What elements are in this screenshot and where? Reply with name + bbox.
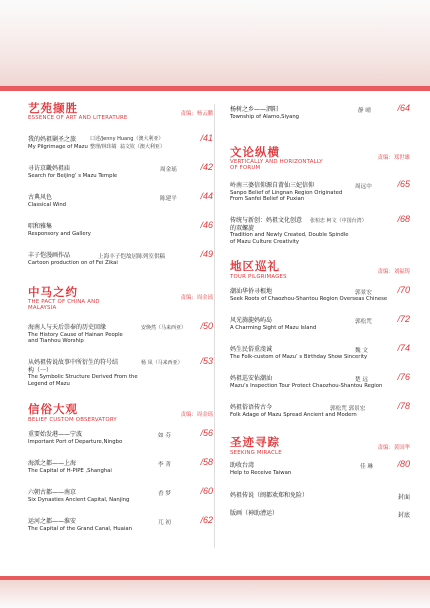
entry-author: 楚 远 (355, 377, 368, 383)
toc-entry[interactable] (230, 103, 410, 128)
entry-page: /58 (200, 457, 213, 467)
entry-author: 上海丰子恺故居陈列室供稿 (98, 254, 166, 260)
section-subtitle-en: ESSENCE OF ART AND LITERATURE (28, 115, 128, 121)
entry-page: /65 (397, 179, 410, 189)
entry-title: 潮汕华侨寻根地 (230, 288, 273, 295)
toc-entry[interactable] (230, 343, 410, 368)
toc-entry[interactable] (230, 459, 410, 484)
entry-title: 风光旖旎妈屿岛 (230, 317, 273, 324)
entry-author: 兀 初 (158, 520, 171, 526)
toc-entry[interactable] (230, 214, 410, 251)
section-editor: 责编：周金瑶 (180, 412, 213, 418)
entry-subtitle: Search for Beijing’ s Mazu Temple (28, 172, 118, 179)
entry-title: 助收台湾 (230, 462, 255, 469)
section-subtitle-en: THE PACT OF CHINA AND MALAYSIA (28, 299, 100, 312)
entry-author: 香 梦 (158, 491, 171, 497)
entry-page: /70 (397, 285, 410, 295)
entry-subtitle: Sanpo Belief of Lingnan Region Originated From Sanfei Belief of Puxian (230, 189, 343, 203)
section-art-literature (28, 100, 213, 274)
entry-subtitle: Help to Receive Taiwan (230, 469, 292, 476)
cover-title: 版画（神助漕运） (230, 510, 279, 517)
entry-title: 唱和雅集 (28, 223, 53, 230)
entry-title: 杨树之乡——泗阳 (230, 106, 279, 113)
entry-author: 如 芬 (158, 433, 171, 439)
entry-page: /60 (200, 486, 213, 496)
entry-author: 周远中 (355, 184, 372, 190)
toc-entry[interactable] (28, 133, 213, 158)
entry-subtitle: Important Port of Departure,Ningbo (28, 438, 123, 445)
entry-author: 郭景宏 (355, 290, 372, 296)
entry-author: 佳 琳 (360, 464, 373, 470)
entry-author: 安焕然（马来西亚） (141, 325, 187, 331)
entry-title: 寻访京畿妈祖庙 (28, 165, 71, 172)
entry-subtitle: A Charming Sight of Mazu Island (230, 324, 317, 331)
entry-title: 丰子恺漫画作品 (28, 252, 71, 259)
cover-position: 封面 (397, 494, 410, 501)
entry-subtitle: Classical Wind (28, 201, 67, 208)
toc-entry[interactable] (28, 321, 213, 352)
toc-entry[interactable] (28, 428, 213, 453)
toc-entry[interactable] (28, 486, 213, 511)
entry-author: 李 菁 (158, 462, 171, 468)
entry-subtitle: The Symbolic Structure Derived From the Legend of Mazu (28, 374, 138, 387)
entry-title: 从妈祖传说故事中所衍生的符号结构（一） (28, 359, 119, 374)
toc-entry[interactable] (28, 515, 213, 540)
entry-title: 运河之都——淮安 (28, 518, 77, 525)
entry-subtitle: Mazu’s Inspection Tour Protect Chaozhou-Shantou Region (230, 382, 383, 389)
toc-entry[interactable] (230, 314, 410, 339)
entry-subtitle: The Folk-custom of Mazu’ s Birthday Show Sincerity (230, 353, 368, 360)
entry-author: 杨 凤（马来西亚） (141, 360, 183, 366)
entry-title: 古典风色 (28, 194, 53, 201)
section-title: 艺苑撷胜 (28, 101, 78, 115)
entry-title: 妈祖巡安佑潮汕 (230, 375, 273, 382)
entry-title: 六朝古都——南京 (28, 489, 77, 496)
section-title: 地区巡礼 (230, 259, 280, 273)
entry-subtitle: Cartoon production on of Fei Zikai (28, 259, 118, 266)
section-title: 中马之约 (28, 285, 78, 299)
entry-page: /56 (200, 428, 213, 438)
entry-subtitle: The Capital of H-PIPE ,Shanghai (28, 467, 112, 474)
toc-entry[interactable] (28, 220, 213, 245)
entry-subtitle: Six Dynasties Ancient Capital, Nanjing (28, 496, 130, 503)
entry-title: 我的妈祖剿圣之旅 (28, 136, 77, 143)
entry-page: /50 (200, 321, 213, 331)
entry-title: 妈祖俗语传古今 (230, 404, 273, 411)
section-forum (230, 144, 410, 251)
section-subtitle-en: BELIEF CUSTOM OBSERVATORY (28, 417, 117, 423)
toc-entry[interactable] (28, 249, 213, 274)
section-china-malaysia (28, 284, 213, 393)
toc-entry[interactable] (230, 179, 410, 210)
section-editor: 责编：郑世雄 (377, 155, 410, 161)
entry-page: /42 (200, 162, 213, 172)
entry-author: 周金瑶 (160, 167, 177, 173)
section-tour-pilgrimages (230, 258, 410, 426)
entry-author: 陈建平 (160, 196, 177, 202)
entry-subtitle: Responsory and Gallery (28, 230, 91, 237)
toc-entry[interactable] (230, 401, 410, 426)
entry-title: 传统与新创：妈祖文化创意的双螺旋 (230, 217, 303, 232)
section-title: 信俗大观 (28, 402, 78, 416)
section-belief-custom (28, 401, 213, 540)
entry-title: 妈生民俗重虔诚 (230, 346, 273, 353)
entry-author: 魏 文 (355, 348, 368, 354)
entry-page: /68 (397, 214, 410, 224)
entry-author: 口述/Jenny Huang（澳大利亚） 整理/林玮婧 翁文钦（澳大利亚） (90, 136, 165, 150)
section-editor: 责编：刘福铸 (377, 269, 410, 275)
entry-page: /78 (397, 401, 410, 411)
toc-entry[interactable] (28, 191, 213, 216)
toc-entry[interactable] (28, 162, 213, 187)
entry-subtitle: The Capital of the Grand Canal, Huaian (28, 525, 132, 532)
cover-line[interactable] (230, 492, 410, 504)
entry-subtitle: My Pilgrimage of Mazu (28, 143, 88, 150)
entry-title: 海派之都——上海 (28, 460, 77, 467)
section-subtitle-en: VERTICALLY AND HORIZONTALLY OF FORUM (230, 159, 323, 172)
entry-page: /41 (200, 133, 213, 143)
section-subtitle-en: SEEKING MIRACLE (230, 450, 282, 456)
entry-page: /80 (397, 459, 410, 469)
toc-entry[interactable] (230, 372, 410, 397)
toc-entry[interactable] (28, 356, 213, 393)
entry-page: /44 (200, 191, 213, 201)
entry-author: 郭松咒 郭景宏 (330, 406, 366, 412)
entry-author: 张桓忠 柯文（中国台湾） (310, 218, 367, 224)
header-stripe (0, 86, 430, 91)
entry-page: /53 (200, 356, 213, 366)
left-column (28, 100, 213, 547)
footer-band (0, 580, 430, 608)
entry-subtitle: Folk Adage of Mazu Spread Ancient and Modern (230, 411, 357, 418)
entry-page: /76 (397, 372, 410, 382)
section-editor: 责编：黄国华 (377, 445, 410, 451)
entry-subtitle: Township of Alamo,Siyang (230, 113, 300, 120)
section-title: 文论纵横 (230, 145, 280, 159)
entry-page: /49 (200, 249, 213, 259)
entry-page: /74 (397, 343, 410, 353)
column-divider (214, 104, 215, 548)
header-band (0, 0, 430, 86)
entry-page: /46 (200, 220, 213, 230)
cover-title: 妈祖传说（闽都欢郑和免险） (230, 492, 309, 499)
entry-title: 岭南三婆信仰源自莆仙三妃信仰 (230, 182, 315, 189)
entry-page: /62 (200, 515, 213, 525)
section-subtitle-en: TOUR PILGRIMAGES (230, 274, 287, 280)
entry-subtitle: Tradition and Newly Created, Double Spindle of Mazu Culture Creativity (230, 232, 349, 245)
section-editor: 责编：周金瑶 (180, 295, 213, 301)
toc-entry[interactable] (28, 457, 213, 482)
right-column (230, 100, 410, 529)
entry-subtitle: Seek Roots of Chaozhou-Shantou Region Overseas Chinese (230, 295, 388, 302)
entry-title: 重要始发港——宁波 (28, 431, 83, 438)
cover-position: 封底 (397, 512, 410, 519)
entry-author: 静 晴 (358, 108, 371, 114)
entry-page: /72 (397, 314, 410, 324)
entry-page: /64 (397, 103, 410, 113)
section-title: 圣迹寻踪 (230, 435, 280, 449)
section-seeking-miracle (230, 434, 410, 522)
section-editor: 责编：杨云鹏 (180, 111, 213, 117)
toc-entry[interactable] (230, 285, 410, 310)
cover-line[interactable] (230, 510, 410, 522)
entry-author: 郭松咒 (355, 319, 372, 325)
entry-subtitle: The History Cause of Hainan People and Tianhou Worship (28, 331, 123, 345)
entry-title: 海南人与天后崇奉的历史回缘 (28, 324, 107, 331)
